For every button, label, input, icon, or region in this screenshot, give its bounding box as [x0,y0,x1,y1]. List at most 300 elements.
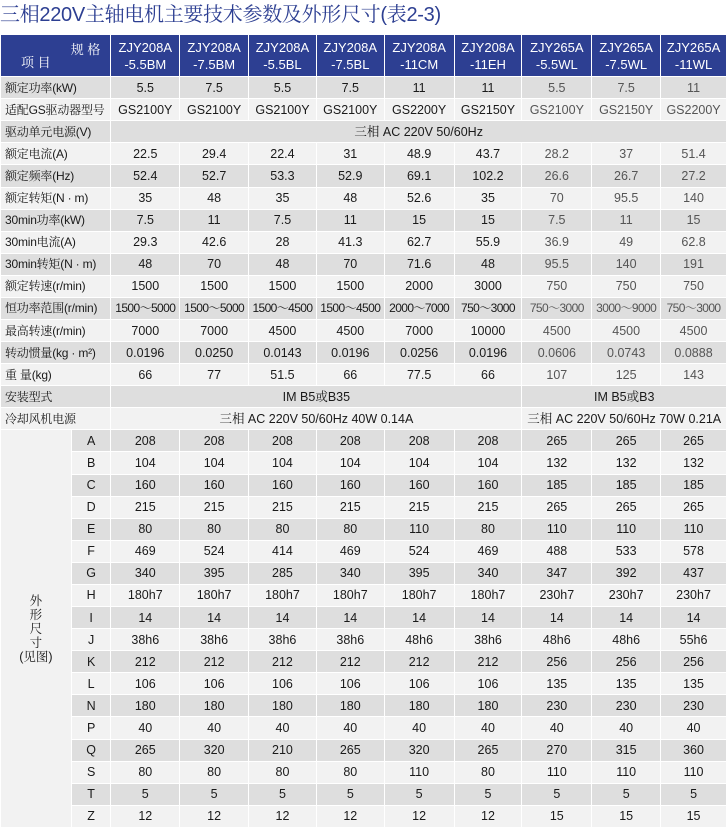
dimension-label-char: 外 [29,593,43,608]
spec-value-cell: 41.3 [316,231,384,253]
spec-value-cell: 52.9 [316,165,384,187]
dimension-label-char: 尺 [29,621,43,636]
dimension-value-cell: 215 [249,496,317,518]
model-name: ZJY208A [461,39,515,55]
dimension-row [1,452,727,474]
dimension-value-cell: 230h7 [592,584,661,606]
dimension-value-cell: 469 [111,540,180,562]
dimension-row [1,761,727,783]
dimension-value-cell: 180 [180,695,249,717]
dimension-value-cell: 5 [384,783,454,805]
dimension-value-cell: 40 [111,717,180,739]
dimension-value-cell: 185 [592,474,661,496]
dimension-value-cell: 208 [316,430,384,452]
spec-value-cell: GS2100Y [111,99,180,121]
dimension-label-char: 寸 [29,635,43,650]
dimension-value-cell: 12 [454,805,522,827]
dimension-value-cell: 437 [661,562,727,584]
spec-value-cell: 0.0606 [522,342,592,364]
dimension-code: G [71,562,110,584]
dimension-value-cell: 160 [111,474,180,496]
spec-value-cell: 3000～9000 [592,297,661,319]
dimension-value-cell: 215 [180,496,249,518]
dimension-value-cell: 265 [661,430,727,452]
dimension-value-cell: 80 [249,518,317,540]
dimension-value-cell: 160 [249,474,317,496]
dimension-value-cell: 12 [180,805,249,827]
spec-value-cell: 52.6 [384,187,454,209]
dimension-code: L [71,673,110,695]
dimension-value-cell: 185 [522,474,592,496]
spec-row [1,297,727,319]
model-suffix: -11CM [400,56,439,72]
dimension-code: J [71,629,110,651]
dimension-code: T [71,783,110,805]
spec-value-cell: 15 [454,209,522,231]
spec-value-cell: 750～3000 [522,297,592,319]
spec-value-cell: 4500 [592,320,661,342]
dimension-value-cell: 160 [316,474,384,496]
dimension-code: Z [71,805,110,827]
dimension-value-cell: 215 [111,496,180,518]
spec-value-cell: 7.5 [522,209,592,231]
dimension-value-cell: 392 [592,562,661,584]
dimension-label-char: 形 [29,607,43,622]
spec-value-cell: 70 [316,253,384,275]
dimension-value-cell: 265 [592,430,661,452]
spec-row-label: 30min转矩(N · m) [1,253,111,275]
spec-value-cell: 102.2 [454,165,522,187]
spec-value-cell: 52.7 [180,165,249,187]
dimension-value-cell: 106 [316,673,384,695]
dimension-value-cell: 230h7 [522,584,592,606]
spec-value-cell: 51.5 [249,364,317,386]
spec-value-cell: 1500 [180,275,249,297]
dimension-value-cell: 80 [316,761,384,783]
dimension-value-cell: 5 [661,783,727,805]
dimension-row [1,651,727,673]
dimension-value-cell: 110 [384,518,454,540]
spec-value-cell: 35 [111,187,180,209]
spec-row [1,386,727,408]
dimension-value-cell: 104 [454,452,522,474]
spec-row [1,342,727,364]
spec-row [1,77,727,99]
dimension-value-cell: 212 [249,651,317,673]
dimension-code: Q [71,739,110,761]
dimension-value-cell: 215 [384,496,454,518]
dimension-value-cell: 533 [592,540,661,562]
dimension-value-cell: 40 [592,717,661,739]
dimension-value-cell: 265 [661,496,727,518]
spec-row [1,275,727,297]
dimension-value-cell: 40 [454,717,522,739]
dimension-value-cell: 180 [454,695,522,717]
dimension-value-cell: 106 [384,673,454,695]
spec-row [1,408,727,430]
spec-row-label: 冷却风机电源 [1,408,111,430]
dimension-value-cell: 578 [661,540,727,562]
dimension-value-cell: 230h7 [661,584,727,606]
dimension-value-cell: 180 [316,695,384,717]
dimension-value-cell: 208 [454,430,522,452]
spec-value-cell: 66 [316,364,384,386]
dimension-value-cell: 12 [249,805,317,827]
spec-row-label: 重 量(kg) [1,364,111,386]
spec-row [1,165,727,187]
dimension-value-cell: 5 [111,783,180,805]
dimension-row [1,629,727,651]
model-suffix: -11EH [470,56,506,72]
dimension-value-cell: 106 [454,673,522,695]
model-header-cell [316,35,384,77]
spec-value-cell: 1500～4500 [249,297,317,319]
spec-value-cell: 36.9 [522,231,592,253]
spec-value-cell: 1500～5000 [111,297,180,319]
dimension-row [1,673,727,695]
spec-value-cell: 95.5 [592,187,661,209]
spec-value-cell: 48 [249,253,317,275]
spec-row-label: 额定功率(kW) [1,77,111,99]
dimension-row [1,739,727,761]
dimension-value-cell: 230 [522,695,592,717]
spec-row-label: 额定转速(r/min) [1,275,111,297]
spec-row-label: 额定电流(A) [1,143,111,165]
dimension-value-cell: 340 [454,562,522,584]
spec-value-cell: 1500 [316,275,384,297]
dimension-value-cell: 160 [180,474,249,496]
dimension-value-cell: 15 [592,805,661,827]
spec-row [1,209,727,231]
dimension-value-cell: 320 [384,739,454,761]
dimension-label-char: (见图) [19,649,53,664]
spec-value-cell: 28.2 [522,143,592,165]
dimension-value-cell: 5 [454,783,522,805]
spec-value-cell: 55.9 [454,231,522,253]
spec-row [1,121,727,143]
dimension-row [1,474,727,496]
spec-column-label: 规 格 [70,42,101,57]
dimension-value-cell: 5 [522,783,592,805]
spec-value-cell: 15 [661,209,727,231]
dimension-value-cell: 347 [522,562,592,584]
spec-value-cell: GS2200Y [384,99,454,121]
dimension-row [1,540,727,562]
dimension-value-cell: 265 [316,739,384,761]
dimension-value-cell: 208 [111,430,180,452]
spec-value-cell: 70 [522,187,592,209]
spec-value-cell: 191 [661,253,727,275]
header-row [1,35,727,77]
dimension-code: C [71,474,110,496]
spec-split-cell-right: 三相 AC 220V 50/60Hz 70W 0.21A [522,408,727,430]
dimension-value-cell: 40 [180,717,249,739]
dimension-row [1,496,727,518]
dimension-value-cell: 110 [592,761,661,783]
spec-value-cell: 28 [249,231,317,253]
dimension-row [1,695,727,717]
spec-value-cell: GS2100Y [180,99,249,121]
page-title: 三相220V主轴电机主要技术参数及外形尺寸(表2-3) [0,4,441,26]
dimension-value-cell: 5 [316,783,384,805]
spec-value-cell: 51.4 [661,143,727,165]
spec-value-cell: 48.9 [384,143,454,165]
spec-row-label: 恒功率范围(r/min) [1,297,111,319]
dimension-code: A [71,430,110,452]
dimension-value-cell: 104 [316,452,384,474]
dimension-row [1,805,727,827]
dimension-value-cell: 212 [316,651,384,673]
dimension-value-cell: 80 [249,761,317,783]
dimension-value-cell: 340 [111,562,180,584]
dimension-value-cell: 48h6 [592,629,661,651]
spec-value-cell: 5.5 [111,77,180,99]
spec-value-cell: 4500 [522,320,592,342]
dimension-value-cell: 160 [384,474,454,496]
dimension-value-cell: 55h6 [661,629,727,651]
spec-value-cell: 35 [454,187,522,209]
dimension-row [1,584,727,606]
dimension-value-cell: 265 [522,496,592,518]
spec-value-cell: 0.0196 [454,342,522,364]
dimension-value-cell: 395 [180,562,249,584]
spec-row [1,364,727,386]
spec-value-cell: GS2100Y [522,99,592,121]
spec-value-cell: 11 [592,209,661,231]
spec-value-cell: 0.0196 [111,342,180,364]
dimension-value-cell: 110 [661,761,727,783]
spec-value-cell: 7000 [180,320,249,342]
dimension-code: K [71,651,110,673]
spec-value-cell: 7.5 [111,209,180,231]
dimension-value-cell: 14 [661,607,727,629]
spec-split-cell-right: IM B5或B3 [522,386,727,408]
dimension-value-cell: 256 [661,651,727,673]
spec-value-cell: 1500 [111,275,180,297]
dimension-value-cell: 256 [592,651,661,673]
spec-value-cell: 0.0250 [180,342,249,364]
dimension-value-cell: 488 [522,540,592,562]
dimension-value-cell: 14 [522,607,592,629]
dimension-code: S [71,761,110,783]
model-name: ZJY265A [599,39,653,55]
dimension-value-cell: 180h7 [180,584,249,606]
spec-value-cell: 29.3 [111,231,180,253]
spec-row [1,231,727,253]
dimension-value-cell: 15 [522,805,592,827]
spec-row-label: 转动惯量(kg · m²) [1,342,111,364]
spec-value-cell: GS2100Y [316,99,384,121]
model-name: ZJY265A [530,39,584,55]
dimension-value-cell: 265 [592,496,661,518]
spec-value-cell: 7.5 [249,209,317,231]
dimension-value-cell: 40 [384,717,454,739]
dimension-value-cell: 14 [384,607,454,629]
dimension-value-cell: 230 [661,695,727,717]
spec-value-cell: 26.6 [522,165,592,187]
spec-value-cell: 11 [316,209,384,231]
dimension-value-cell: 40 [661,717,727,739]
spec-row-label: 额定转矩(N · m) [1,187,111,209]
model-name: ZJY208A [187,39,241,55]
dimension-value-cell: 395 [384,562,454,584]
spec-value-cell: 750～3000 [661,297,727,319]
dimension-value-cell: 185 [661,474,727,496]
dimension-value-cell: 208 [384,430,454,452]
spec-row-label: 最高转速(r/min) [1,320,111,342]
model-header-cell [522,35,592,77]
dimension-code: N [71,695,110,717]
dimension-value-cell: 135 [522,673,592,695]
dimension-value-cell: 104 [249,452,317,474]
spec-value-cell: GS2150Y [592,99,661,121]
dimension-value-cell: 110 [592,518,661,540]
model-suffix: -5.5WL [535,56,578,72]
spec-value-cell: 35 [249,187,317,209]
spec-value-cell: 2000～7000 [384,297,454,319]
spec-value-cell: 22.4 [249,143,317,165]
spec-value-cell: GS2150Y [454,99,522,121]
dimension-value-cell: 12 [316,805,384,827]
spec-value-cell: 143 [661,364,727,386]
spec-row [1,187,727,209]
dimension-value-cell: 5 [180,783,249,805]
dimension-value-cell: 80 [454,518,522,540]
dimension-code: H [71,584,110,606]
dimension-value-cell: 80 [111,518,180,540]
dimension-row [1,717,727,739]
dimension-value-cell: 14 [316,607,384,629]
spec-row-label: 30min电流(A) [1,231,111,253]
spec-value-cell: 62.8 [661,231,727,253]
dimension-value-cell: 256 [522,651,592,673]
dimension-value-cell: 104 [180,452,249,474]
dimension-value-cell: 132 [592,452,661,474]
spec-row-label: 适配GS驱动器型号 [1,99,111,121]
dimension-value-cell: 469 [316,540,384,562]
spec-split-cell-left: IM B5或B35 [111,386,522,408]
spec-value-cell: 5.5 [522,77,592,99]
dimension-value-cell: 132 [661,452,727,474]
spec-row-label: 30min功率(kW) [1,209,111,231]
dimension-value-cell: 38h6 [111,629,180,651]
spec-value-cell: 77.5 [384,364,454,386]
spec-value-cell: 3000 [454,275,522,297]
dimension-value-cell: 80 [180,761,249,783]
model-header-cell [454,35,522,77]
spec-value-cell: GS2100Y [249,99,317,121]
model-name: ZJY208A [118,39,173,55]
spec-value-cell: 26.7 [592,165,661,187]
spec-split-cell-left: 三相 AC 220V 50/60Hz 40W 0.14A [111,408,522,430]
spec-value-cell: 1500～4500 [316,297,384,319]
spec-value-cell: 77 [180,364,249,386]
dimension-value-cell: 40 [249,717,317,739]
header-corner-cell [1,35,111,77]
spec-value-cell: GS2200Y [661,99,727,121]
spec-value-cell: 4500 [316,320,384,342]
dimension-value-cell: 524 [384,540,454,562]
spec-value-cell: 750 [661,275,727,297]
dimension-value-cell: 180 [249,695,317,717]
spec-value-cell: 140 [592,253,661,275]
dimension-row [1,607,727,629]
spec-value-cell: 0.0888 [661,342,727,364]
dimension-value-cell: 38h6 [249,629,317,651]
spec-value-cell: 48 [454,253,522,275]
spec-value-cell: 66 [111,364,180,386]
dimension-value-cell: 40 [522,717,592,739]
spec-value-cell: 1500 [249,275,317,297]
dimension-row [1,430,727,452]
dimension-value-cell: 215 [316,496,384,518]
dimension-value-cell: 110 [384,761,454,783]
spec-value-cell: 2000 [384,275,454,297]
model-header-cell [249,35,317,77]
spec-value-cell: 107 [522,364,592,386]
spec-value-cell: 750～3000 [454,297,522,319]
spec-value-cell: 42.6 [180,231,249,253]
dimension-value-cell: 360 [661,739,727,761]
spec-value-cell: 1500～5000 [180,297,249,319]
model-suffix: -5.5BL [263,56,302,72]
dimension-value-cell: 265 [111,739,180,761]
dimension-value-cell: 80 [454,761,522,783]
dimension-value-cell: 265 [522,430,592,452]
model-name: ZJY265A [666,39,721,55]
dimension-code: P [71,717,110,739]
spec-value-cell: 31 [316,143,384,165]
dimension-value-cell: 104 [111,452,180,474]
dimension-value-cell: 110 [661,518,727,540]
spec-value-cell: 7000 [384,320,454,342]
spec-value-cell: 66 [454,364,522,386]
model-suffix: -7.5BM [193,56,236,72]
spec-value-cell: 53.3 [249,165,317,187]
dimension-value-cell: 180 [384,695,454,717]
dimension-value-cell: 180h7 [316,584,384,606]
dimension-value-cell: 38h6 [180,629,249,651]
dimension-value-cell: 14 [454,607,522,629]
dimension-value-cell: 110 [522,761,592,783]
dimension-row [1,518,727,540]
dimension-value-cell: 270 [522,739,592,761]
spec-value-cell: 15 [384,209,454,231]
model-suffix: -5.5BM [124,56,167,72]
model-header-cell [111,35,180,77]
spec-value-cell: 7000 [111,320,180,342]
spec-merged-cell: 三相 AC 220V 50/60Hz [111,121,727,143]
spec-row [1,320,727,342]
dimension-value-cell: 469 [454,540,522,562]
dimension-value-cell: 14 [592,607,661,629]
spec-value-cell: 7.5 [180,77,249,99]
dimension-value-cell: 160 [454,474,522,496]
spec-value-cell: 0.0743 [592,342,661,364]
spec-value-cell: 71.6 [384,253,454,275]
spec-value-cell: 750 [522,275,592,297]
dimension-code: B [71,452,110,474]
dimension-value-cell: 38h6 [316,629,384,651]
dimension-value-cell: 180 [111,695,180,717]
dimension-value-cell: 210 [249,739,317,761]
item-row-label: 项 目 [21,55,51,71]
dimension-value-cell: 180h7 [111,584,180,606]
dimension-value-cell: 106 [249,673,317,695]
model-header-cell [661,35,727,77]
dimension-value-cell: 414 [249,540,317,562]
dimension-value-cell: 208 [180,430,249,452]
